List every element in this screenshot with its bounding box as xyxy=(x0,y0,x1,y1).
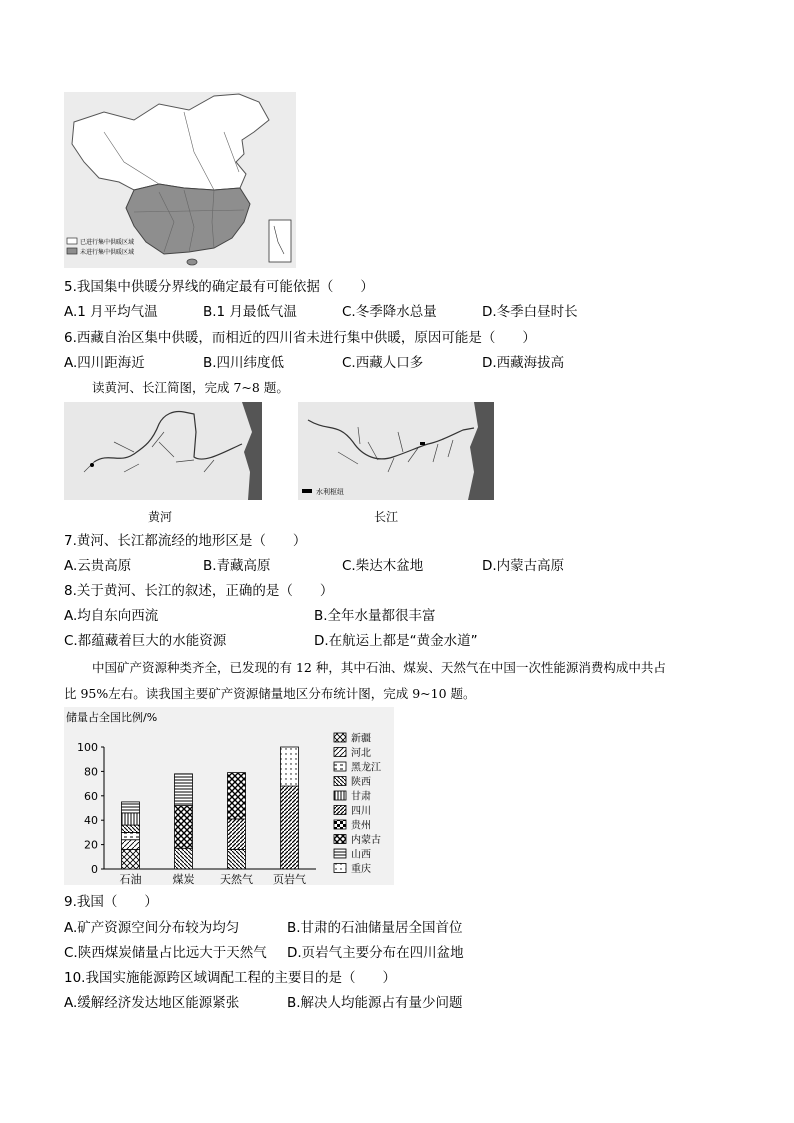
china-heating-map xyxy=(64,92,296,268)
q10-stem: 10.我国实施能源跨区域调配工程的主要目的是（ ） xyxy=(64,970,396,986)
q7-option-a[interactable]: A.云贵高原 xyxy=(64,558,132,574)
legend-label: 河北 xyxy=(351,748,371,759)
x-tick-label: 石油 xyxy=(119,873,142,885)
bar-segment xyxy=(122,802,140,813)
intro-q9-10-line2: 比 95%左右。读我国主要矿产资源储量地区分布统计图，完成 9~10 题。 xyxy=(64,686,476,701)
legend-swatch xyxy=(334,864,346,873)
bar-segment xyxy=(228,819,246,850)
q6-option-b[interactable]: B.四川纬度低 xyxy=(203,355,285,371)
y-tick-label: 40 xyxy=(84,814,98,828)
yellow-river-map xyxy=(64,402,262,500)
y-tick-label: 100 xyxy=(77,741,98,754)
legend-label: 陕西 xyxy=(351,777,371,788)
legend-label: 内蒙古 xyxy=(351,835,381,846)
q5-option-c[interactable]: C.冬季降水总量 xyxy=(342,304,437,320)
legend-swatch xyxy=(334,762,346,771)
bar-segment xyxy=(175,774,193,806)
q9-option-b[interactable]: B.甘肃的石油储量居全国首位 xyxy=(287,920,463,936)
legend-swatch xyxy=(334,820,346,829)
legend-swatch xyxy=(334,835,346,844)
q7-option-b[interactable]: B.青藏高原 xyxy=(203,558,271,574)
legend-swatch xyxy=(334,849,346,858)
bar-segment xyxy=(175,848,193,869)
legend-swatch xyxy=(334,777,346,786)
legend-swatch xyxy=(334,806,346,815)
legend-label: 山西 xyxy=(351,849,371,861)
q6-option-d[interactable]: D.西藏海拔高 xyxy=(482,355,565,371)
chart-ylabel: 储量占全国比例/% xyxy=(66,711,158,724)
q5-option-a[interactable]: A.1 月平均气温 xyxy=(64,304,158,320)
q6-stem: 6.西藏自治区集中供暖，而相近的四川省未进行集中供暖，原因可能是（ ） xyxy=(64,330,536,346)
bar-segment xyxy=(122,840,140,850)
y-tick-label: 20 xyxy=(84,838,98,852)
x-tick-label: 天然气 xyxy=(220,873,253,885)
bar-segment xyxy=(122,813,140,825)
legend-swatch xyxy=(334,748,346,757)
q10-option-a[interactable]: A.缓解经济发达地区能源紧张 xyxy=(64,995,240,1011)
yellow-river-graphic xyxy=(64,402,262,500)
reserves-chart xyxy=(64,707,394,885)
legend-label: 新疆 xyxy=(351,733,371,745)
legend-label: 甘肃 xyxy=(351,791,371,803)
bar-segment xyxy=(122,825,140,832)
yangtze-river-map xyxy=(298,402,494,500)
legend-swatch xyxy=(334,791,346,800)
legend-label: 重庆 xyxy=(351,864,371,875)
q8-option-a[interactable]: A.均自东向西流 xyxy=(64,608,159,624)
x-tick-label: 页岩气 xyxy=(273,873,306,885)
bar-segment xyxy=(228,849,246,869)
q6-option-c[interactable]: C.西藏人口多 xyxy=(342,355,424,371)
dam-legend-icon xyxy=(302,489,312,493)
yellow-river-caption: 黄河 xyxy=(148,510,173,524)
legend-swatch xyxy=(334,733,346,742)
map-legend-unheated: 未进行集中供暖区域 xyxy=(80,249,135,256)
q9-stem: 9.我国（ ） xyxy=(64,894,158,910)
q9-option-d[interactable]: D.页岩气主要分布在四川盆地 xyxy=(287,945,464,961)
y-tick-label: 60 xyxy=(84,789,98,803)
map-legend-heated: 已进行集中供暖区域 xyxy=(80,239,135,246)
q9-option-a[interactable]: A.矿产资源空间分布较为均匀 xyxy=(64,920,240,936)
y-tick-label: 0 xyxy=(91,863,98,876)
legend-label: 四川 xyxy=(351,806,371,817)
reserves-chart-svg xyxy=(64,707,394,885)
yangtze-river-caption: 长江 xyxy=(374,510,399,524)
china-map-graphic xyxy=(64,92,296,268)
yangtze-river-graphic xyxy=(298,402,494,500)
q5-stem: 5.我国集中供暖分界线的确定最有可能依据（ ） xyxy=(64,279,374,295)
intro-q9-10-line1: 中国矿产资源种类齐全，已发现的有 12 种，其中石油、煤炭、天然气在中国一次性能源消费构成中共占 xyxy=(92,660,666,675)
q8-option-d[interactable]: D.在航运上都是“黄金水道” xyxy=(314,633,478,649)
q8-stem: 8.关于黄河、长江的叙述，正确的是（ ） xyxy=(64,583,334,599)
q7-stem: 7.黄河、长江都流经的地形区是（ ） xyxy=(64,533,307,549)
bar-segment xyxy=(281,747,299,786)
y-tick-label: 80 xyxy=(84,765,98,779)
bar-segment xyxy=(122,832,140,839)
x-tick-label: 煤炭 xyxy=(172,873,195,885)
bar-segment xyxy=(175,806,193,849)
q5-option-d[interactable]: D.冬季白昼时长 xyxy=(482,304,578,320)
intro-q7-8: 读黄河、长江简图，完成 7~8 题。 xyxy=(92,380,289,395)
q8-option-c[interactable]: C.都蕴藏着巨大的水能资源 xyxy=(64,633,227,649)
q10-option-b[interactable]: B.解决人均能源占有量少问题 xyxy=(287,995,463,1011)
q6-option-a[interactable]: A.四川距海近 xyxy=(64,355,145,371)
legend-label: 贵州 xyxy=(351,820,371,832)
q7-option-d[interactable]: D.内蒙古高原 xyxy=(482,558,565,574)
legend-label: 黑龙江 xyxy=(351,762,381,774)
q9-option-c[interactable]: C.陕西煤炭储量占比远大于天然气 xyxy=(64,945,267,961)
q7-option-c[interactable]: C.柴达木盆地 xyxy=(342,558,424,574)
yangtze-legend-label: 水利枢纽 xyxy=(316,488,344,496)
q8-option-b[interactable]: B.全年水量都很丰富 xyxy=(314,608,436,624)
q5-option-b[interactable]: B.1 月最低气温 xyxy=(203,304,297,320)
bar-segment xyxy=(281,786,299,869)
bar-segment xyxy=(122,849,140,869)
bar-segment xyxy=(228,773,246,819)
